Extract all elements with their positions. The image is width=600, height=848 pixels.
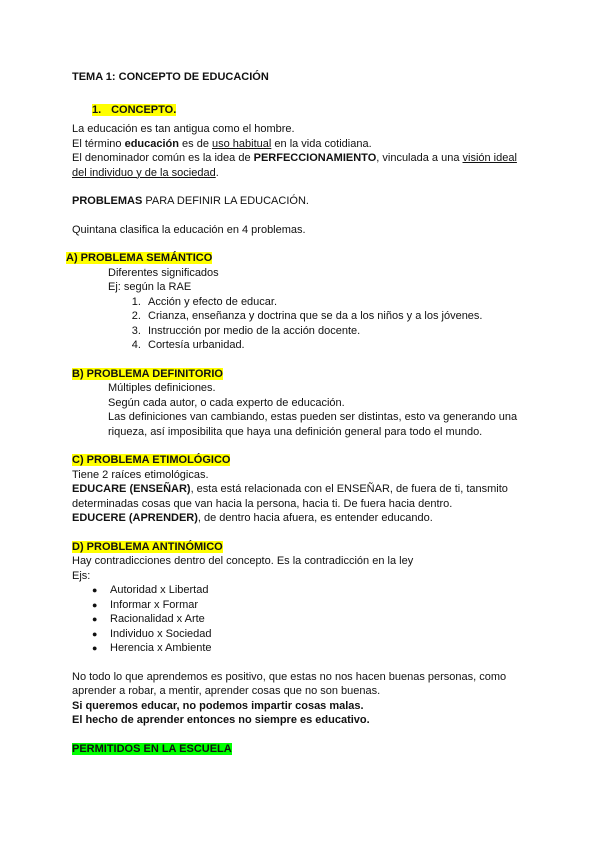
problemas-heading: PROBLEMAS PARA DEFINIR LA EDUCACIÓN. [72, 195, 309, 207]
numbered-list [72, 295, 532, 353]
paragraph: Múltiples definiciones. [108, 382, 216, 394]
list-item: ● Informar x Formar [110, 598, 532, 613]
list-item: ● Autoridad x Libertad [110, 583, 532, 598]
highlight: 1. CONCEPTO. [92, 103, 177, 116]
list-item: ● Racionalidad x Arte [110, 612, 532, 627]
list-item: ● Individuo x Sociedad [110, 627, 532, 642]
document-page [66, 70, 532, 756]
paragraph-bold: El hecho de aprender entonces no siempre es educativo. [72, 714, 370, 726]
paragraph: Ejs: [72, 569, 91, 582]
paragraph: Hay contradicciones dentro del concepto. Es la contradicción en la ley [72, 555, 414, 567]
section-heading-concepto [92, 103, 532, 118]
paragraph: Tiene 2 raíces etimológicas. [72, 468, 209, 481]
paragraph: Diferentes significados [108, 266, 219, 279]
section-heading-semantico: A) PROBLEMA SEMÁNTICO [66, 252, 213, 264]
paragraph: El denominador común es la idea de PERFECCIONAMIENTO, vinculada a una visión ideal del individuo y de la sociedad. [72, 152, 517, 179]
paragraph: La educación es tan antigua como el hombre. [72, 123, 295, 135]
list-item: ● Herencia x Ambiente [110, 641, 532, 656]
paragraph: EDUCERE (APRENDER), de dentro hacia afuera, es entender educando. [72, 512, 433, 524]
section-heading-permitidos: PERMITIDOS EN LA ESCUELA [72, 742, 232, 755]
paragraph-bold: Si queremos educar, no podemos impartir cosas malas. [72, 699, 364, 712]
list-item: 4. Cortesía urbanidad. [144, 338, 532, 353]
section-heading-antinomico: D) PROBLEMA ANTINÓMICO [72, 540, 223, 553]
list-item: 3. Instrucción por medio de la acción docente. [144, 324, 532, 339]
section-heading-etimologico: C) PROBLEMA ETIMOLÓGICO [72, 454, 231, 466]
paragraph: Según cada autor, o cada experto de educación. [108, 396, 345, 409]
list-item: 2. Crianza, enseñanza y doctrina que se da a los niños y a los jóvenes. [144, 309, 532, 324]
paragraph: Quintana clasifica la educación en 4 problemas. [72, 223, 306, 236]
paragraph: Ej: según la RAE [108, 281, 192, 293]
bullet-list [72, 583, 532, 656]
page-title: TEMA 1: CONCEPTO DE EDUCACIÓN [72, 71, 269, 83]
list-item: 1. Acción y efecto de educar. [144, 295, 532, 310]
paragraph: El término educación es de uso habitual en la vida cotidiana. [72, 137, 372, 150]
paragraph: EDUCARE (ENSEÑAR), esta está relacionada con el ENSEÑAR, de fuera de ti, tansmito determinadas cosas que van hacia la persona, hacia ti. De fuera hacia dentro. [72, 483, 508, 510]
section-heading-definitorio: B) PROBLEMA DEFINITORIO [72, 367, 223, 380]
paragraph: Las definiciones van cambiando, estas pueden ser distintas, esto va generando una riqueza, así imposibilita que haya una definición general para todo el mundo. [108, 411, 518, 438]
paragraph: No todo lo que aprendemos es positivo, que estas no nos hacen buenas personas, como aprender a robar, a mentir, aprender cosas que no son buenas. [72, 670, 507, 697]
